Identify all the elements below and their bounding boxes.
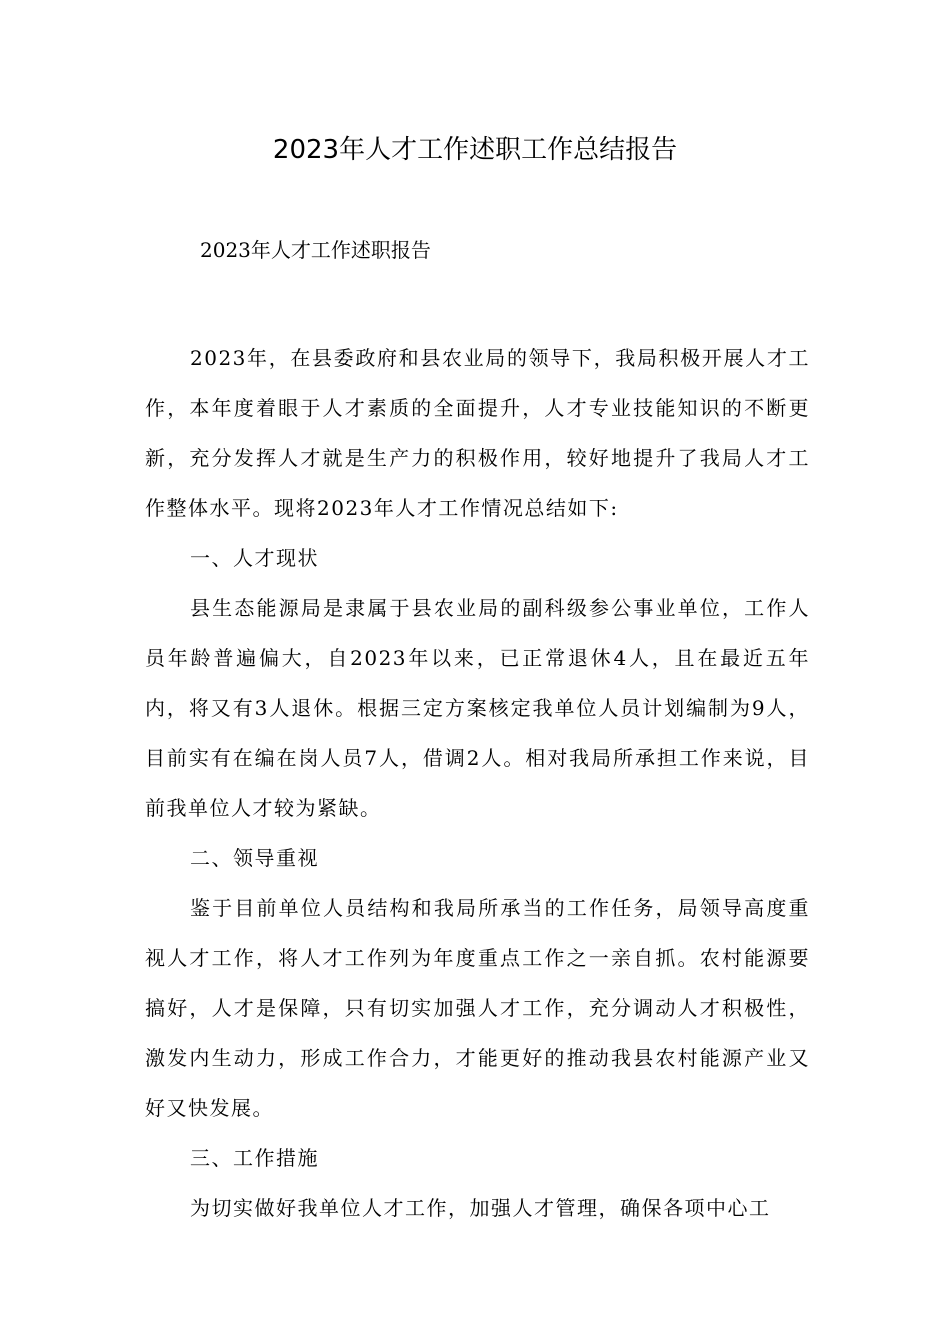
section-heading-leadership: 二、领导重视 xyxy=(190,846,319,870)
section-heading-current-status: 一、人才现状 xyxy=(190,546,319,570)
document-body xyxy=(145,333,810,1233)
paragraph-leadership: 鉴于目前单位人员结构和我局所承当的工作任务，局领导高度重视人才工作，将人才工作列为年度重点工作之一亲自抓。农村能源要搞好，人才是保障，只有切实加强人才工作，充分调动人才积极性，激发内生动力，形成工作合力，才能更好的推动我县农村能源产业又好又快发展。 xyxy=(145,896,810,1120)
document-subtitle: 2023年人才工作述职报告 xyxy=(200,238,431,262)
document-title: 2023年人才工作述职工作总结报告 xyxy=(272,135,678,165)
paragraph-measures: 为切实做好我单位人才工作，加强人才管理，确保各项中心工 xyxy=(190,1196,771,1220)
paragraph-intro: 2023年，在县委政府和县农业局的领导下，我局积极开展人才工作，本年度着眼于人才素质的全面提升，人才专业技能知识的不断更新，充分发挥人才就是生产力的积极作用，较好地提升了我局人才工作整体水平。现将2023年人才工作情况总结如下: xyxy=(145,346,810,520)
section-heading-measures: 三、工作措施 xyxy=(190,1146,319,1170)
paragraph-current-status: 县生态能源局是隶属于县农业局的副科级参公事业单位，工作人员年龄普遍偏大，自2023年以来，已正常退休4人，且在最近五年内，将又有3人退休。根据三定方案核定我单位人员计划编制为9人，目前实有在编在岗人员7人，借调2人。相对我局所承担工作来说，目前我单位人才较为紧缺。 xyxy=(145,596,810,820)
